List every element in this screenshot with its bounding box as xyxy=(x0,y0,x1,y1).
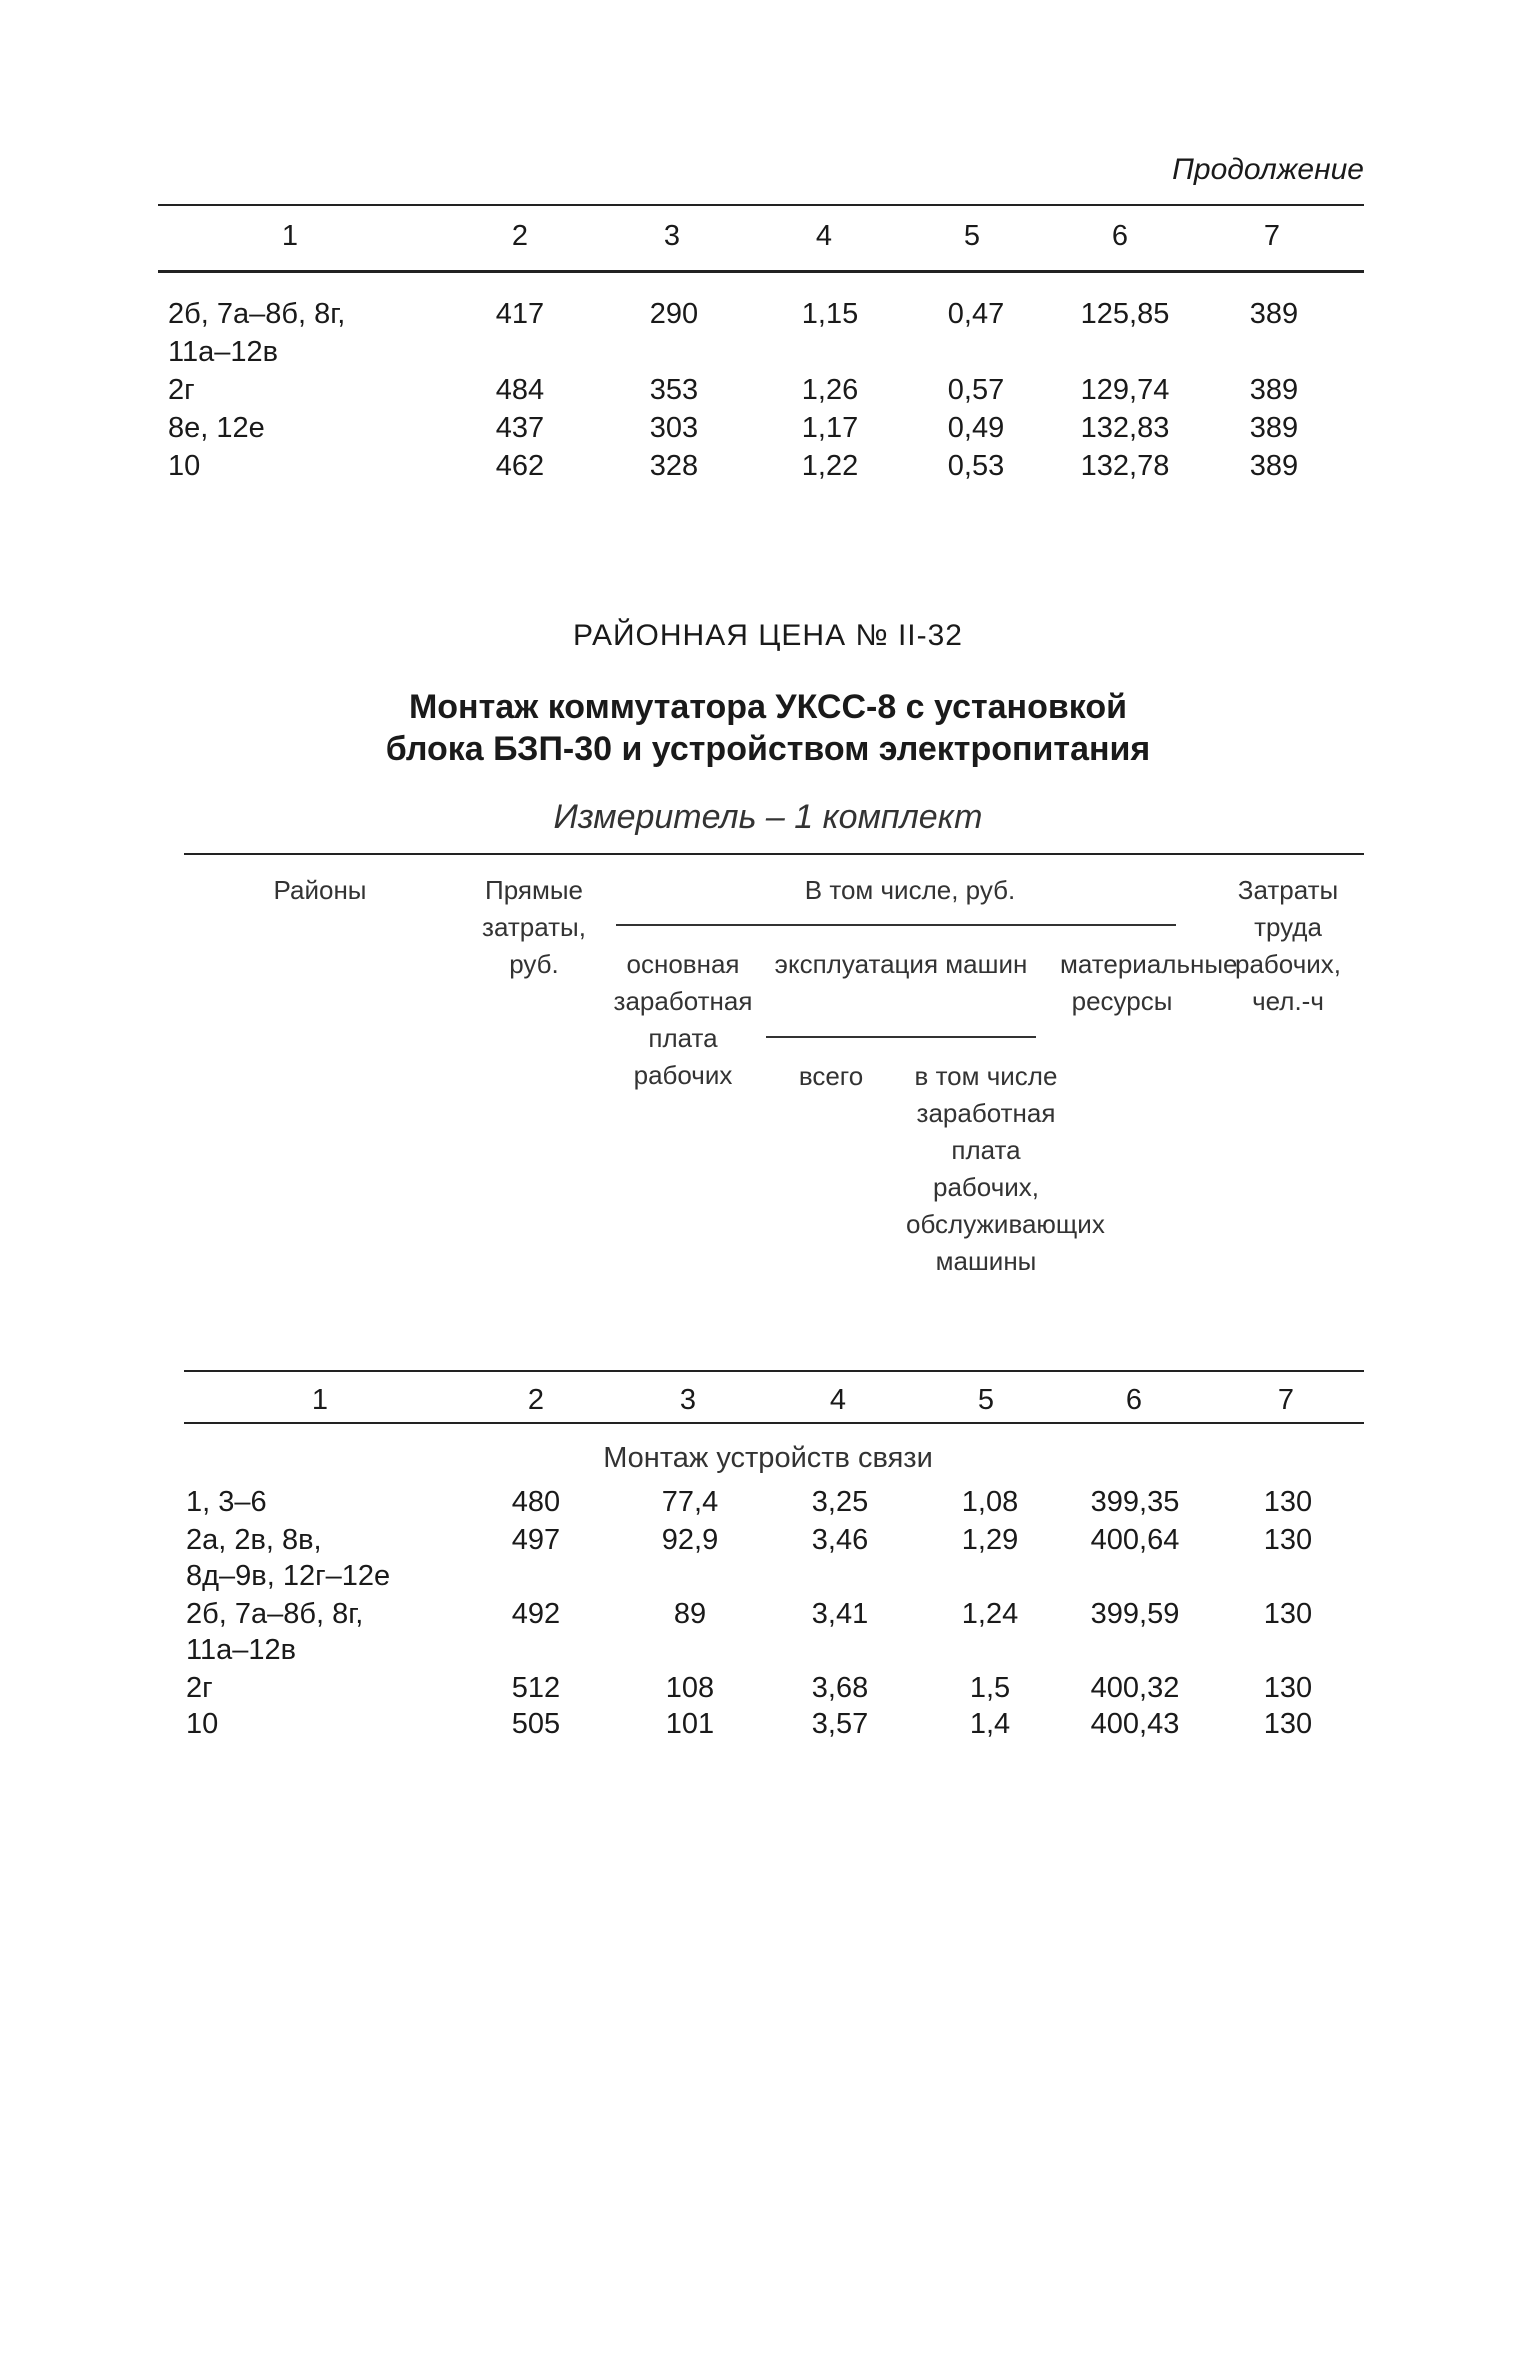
t2-row1-direct: 480 xyxy=(511,1486,561,1518)
t2-col-3: 3 xyxy=(679,1384,697,1416)
document-title-line-2: блока БЗП-30 и устройством электропитания xyxy=(385,730,1151,768)
t2-row3-region-b: 11а–12в xyxy=(186,1634,297,1666)
table2-header-bottom-rule xyxy=(184,1370,1364,1372)
t2-row5-machine-wages: 1,4 xyxy=(969,1708,1011,1740)
t1-row1-machines: 1,15 xyxy=(801,298,859,330)
t1-row4-labor: 389 xyxy=(1249,450,1299,482)
t1-col-3: 3 xyxy=(663,220,681,252)
header-machine-wages: в том числе заработная плата рабочих, обслуживающих машины xyxy=(906,1061,1105,1276)
t1-row2-labor: 389 xyxy=(1249,374,1299,406)
t2-col-7: 7 xyxy=(1277,1384,1295,1416)
header-including: В том числе, руб. xyxy=(804,875,1016,905)
t2-row5-machines: 3,57 xyxy=(811,1708,869,1740)
t2-row5-direct: 505 xyxy=(511,1708,561,1740)
unit-line: Измеритель – 1 комплект xyxy=(553,798,983,836)
t1-col-2: 2 xyxy=(511,220,529,252)
t1-row2-machines: 1,26 xyxy=(801,374,859,406)
t1-row2-materials: 129,74 xyxy=(1080,374,1170,406)
t1-row3-machines: 1,17 xyxy=(801,412,859,444)
price-heading: РАЙОННАЯ ЦЕНА № II-32 xyxy=(572,619,963,652)
t1-row1-wages: 290 xyxy=(649,298,699,330)
continuation-label: Продолжение xyxy=(1172,153,1364,186)
t2-row3-region-a: 2б, 7а–8б, 8г, xyxy=(186,1598,364,1630)
t2-row5-wages: 101 xyxy=(665,1708,715,1740)
table1-header-rule xyxy=(158,270,1364,273)
table2-numbers-rule xyxy=(184,1422,1364,1424)
t1-col-1: 1 xyxy=(281,220,299,252)
header-rule-machines xyxy=(766,1036,1036,1038)
t2-row5-region: 10 xyxy=(186,1708,219,1740)
t1-row2-direct: 484 xyxy=(495,374,545,406)
t1-row2-machine-wages: 0,57 xyxy=(947,374,1005,406)
header-basic-wages: основная заработная плата рабочих xyxy=(613,949,753,1090)
t1-row3-labor: 389 xyxy=(1249,412,1299,444)
header-rule-including xyxy=(616,924,1176,926)
t1-row3-materials: 132,83 xyxy=(1080,412,1170,444)
t2-row2-region-a: 2а, 2в, 8в, xyxy=(186,1524,322,1556)
t2-row1-materials: 399,35 xyxy=(1090,1486,1180,1518)
t2-row4-machines: 3,68 xyxy=(811,1672,869,1704)
t2-row1-machine-wages: 1,08 xyxy=(961,1486,1019,1518)
t2-row2-machine-wages: 1,29 xyxy=(961,1524,1019,1556)
t2-row4-direct: 512 xyxy=(511,1672,561,1704)
header-regions: Районы xyxy=(273,875,367,905)
t1-row1-materials: 125,85 xyxy=(1080,298,1170,330)
t2-row2-wages: 92,9 xyxy=(661,1524,719,1556)
t2-col-2: 2 xyxy=(527,1384,545,1416)
t2-row1-region: 1, 3–6 xyxy=(186,1486,267,1518)
t1-row4-machine-wages: 0,53 xyxy=(947,450,1005,482)
t2-row1-wages: 77,4 xyxy=(661,1486,719,1518)
header-materials: материальные ресурсы xyxy=(1060,949,1238,1016)
t1-col-6: 6 xyxy=(1111,220,1129,252)
document-title-line-1: Монтаж коммутатора УКСС-8 с установкой xyxy=(408,688,1128,726)
t1-row4-materials: 132,78 xyxy=(1080,450,1170,482)
t2-row2-materials: 400,64 xyxy=(1090,1524,1180,1556)
t1-row1-labor: 389 xyxy=(1249,298,1299,330)
t2-row3-labor: 130 xyxy=(1263,1598,1313,1630)
t1-row3-machine-wages: 0,49 xyxy=(947,412,1005,444)
header-machine-operation: эксплуатация машин xyxy=(774,949,1028,979)
t1-row1-direct: 417 xyxy=(495,298,545,330)
t2-row1-machines: 3,25 xyxy=(811,1486,869,1518)
t1-col-5: 5 xyxy=(963,220,981,252)
t2-row2-region-b: 8д–9в, 12г–12е xyxy=(186,1560,391,1592)
t1-row4-wages: 328 xyxy=(649,450,699,482)
t1-row4-machines: 1,22 xyxy=(801,450,859,482)
t2-row3-machines: 3,41 xyxy=(811,1598,869,1630)
t2-row4-region: 2г xyxy=(186,1672,213,1704)
t1-row3-direct: 437 xyxy=(495,412,545,444)
t2-row4-labor: 130 xyxy=(1263,1672,1313,1704)
t2-row2-machines: 3,46 xyxy=(811,1524,869,1556)
t1-row3-wages: 303 xyxy=(649,412,699,444)
t1-row3-region: 8е, 12е xyxy=(168,412,265,444)
t1-row4-direct: 462 xyxy=(495,450,545,482)
t2-row2-labor: 130 xyxy=(1263,1524,1313,1556)
t1-row2-wages: 353 xyxy=(649,374,699,406)
t2-row3-materials: 399,59 xyxy=(1090,1598,1180,1630)
t2-row4-wages: 108 xyxy=(665,1672,715,1704)
table1-top-rule xyxy=(158,204,1364,206)
section-title: Монтаж устройств связи xyxy=(603,1442,933,1474)
header-direct-costs: Прямые затраты, руб. xyxy=(482,875,586,979)
header-labor: Затраты труда рабочих, чел.-ч xyxy=(1235,875,1341,1016)
table2-top-rule xyxy=(184,853,1364,855)
t2-row3-machine-wages: 1,24 xyxy=(961,1598,1019,1630)
t2-row3-direct: 492 xyxy=(511,1598,561,1630)
t2-row5-materials: 400,43 xyxy=(1090,1708,1180,1740)
t1-row2-region: 2г xyxy=(168,374,195,406)
t1-row4-region: 10 xyxy=(168,450,201,482)
t2-col-5: 5 xyxy=(977,1384,995,1416)
t2-col-6: 6 xyxy=(1125,1384,1143,1416)
t2-col-1: 1 xyxy=(311,1384,329,1416)
t2-row4-machine-wages: 1,5 xyxy=(969,1672,1011,1704)
header-machine-total: всего xyxy=(798,1061,864,1091)
t1-row1-region-b: 11а–12в xyxy=(168,336,279,368)
t1-col-4: 4 xyxy=(815,220,833,252)
t2-col-4: 4 xyxy=(829,1384,847,1416)
t1-row1-region-a: 2б, 7а–8б, 8г, xyxy=(168,298,346,330)
t2-row1-labor: 130 xyxy=(1263,1486,1313,1518)
t2-row4-materials: 400,32 xyxy=(1090,1672,1180,1704)
t2-row2-direct: 497 xyxy=(511,1524,561,1556)
t1-col-7: 7 xyxy=(1263,220,1281,252)
t2-row3-wages: 89 xyxy=(673,1598,707,1630)
t2-row5-labor: 130 xyxy=(1263,1708,1313,1740)
t1-row1-machine-wages: 0,47 xyxy=(947,298,1005,330)
